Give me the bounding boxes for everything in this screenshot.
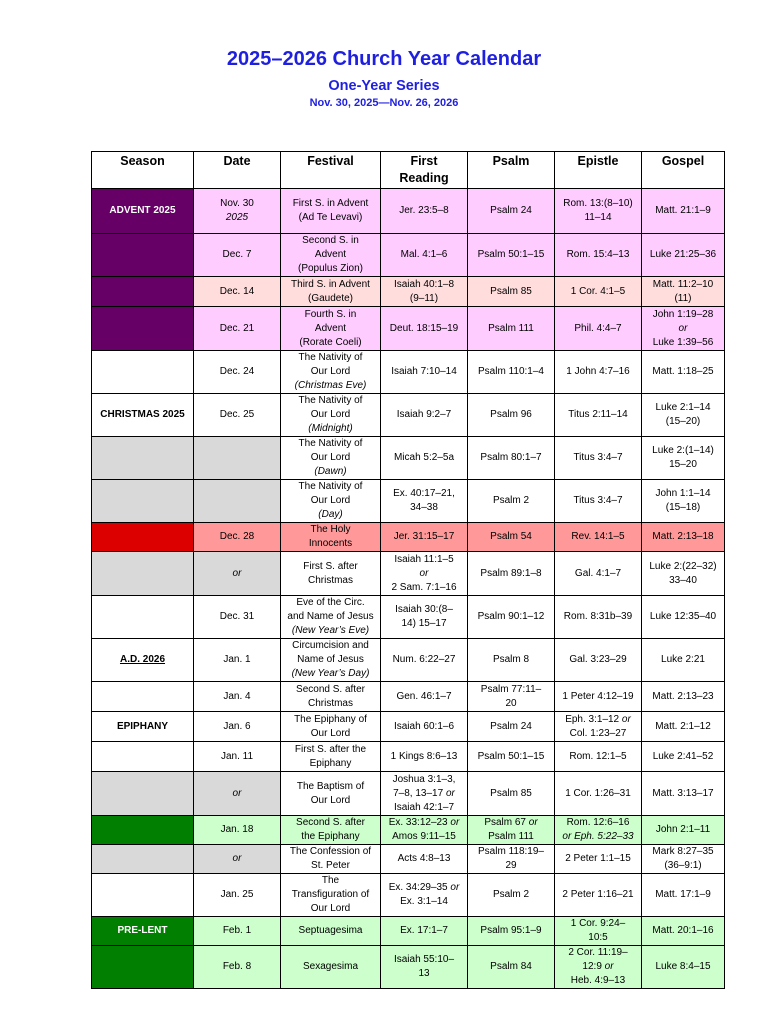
table-row [92,552,725,596]
table-row [92,682,725,712]
gospel-cell: Matt. 20:1–16 [642,917,725,946]
gospel-cell: Luke 2:1–14 (15–20) [642,394,725,437]
first-reading-cell: 1 Kings 8:6–13 [381,742,468,772]
table-row [92,712,725,742]
table-row [92,917,725,946]
first-reading-cell: Isaiah 30:(8– 14) 15–17 [381,596,468,639]
season-cell [92,682,194,712]
first-reading-cell: Isaiah 40:1–8 (9–11) [381,277,468,307]
season-cell: CHRISTMAS 2025 [92,394,194,437]
psalm-cell: Psalm 89:1–8 [468,552,555,596]
gospel-cell: Matt. 2:1–12 [642,712,725,742]
season-cell [92,946,194,989]
season-cell [92,480,194,523]
table-row [92,596,725,639]
table-row [92,480,725,523]
psalm-cell: Psalm 2 [468,874,555,917]
festival-cell: Fourth S. in Advent (Rorate Coeli) [281,307,381,351]
epistle-cell: 2 Peter 1:1–15 [555,845,642,874]
first-reading-cell: Isaiah 55:10– 13 [381,946,468,989]
date-cell: Dec. 7 [194,234,281,277]
psalm-cell: Psalm 95:1–9 [468,917,555,946]
festival-cell: Second S. after Christmas [281,682,381,712]
psalm-cell: Psalm 111 [468,307,555,351]
gospel-cell: John 1:19–28 or Luke 1:39–56 [642,307,725,351]
festival-cell: Eve of the Circ. and Name of Jesus (New Year’s Eve) [281,596,381,639]
gospel-cell: Luke 2:(22–32) 33–40 [642,552,725,596]
epistle-cell: Titus 3:4–7 [555,480,642,523]
epistle-cell: Phil. 4:4–7 [555,307,642,351]
gospel-cell: Luke 8:4–15 [642,946,725,989]
first-reading-cell: Mal. 4:1–6 [381,234,468,277]
festival-cell: The Transfiguration of Our Lord [281,874,381,917]
date-cell: Dec. 28 [194,523,281,552]
festival-cell: The Nativity of Our Lord (Christmas Eve) [281,351,381,394]
first-reading-cell: Micah 5:2–5a [381,437,468,480]
psalm-cell: Psalm 90:1–12 [468,596,555,639]
table-row [92,742,725,772]
table-row [92,639,725,682]
first-reading-cell: Gen. 46:1–7 [381,682,468,712]
date-cell: Dec. 21 [194,307,281,351]
psalm-cell: Psalm 2 [468,480,555,523]
date-cell [194,480,281,523]
festival-cell: The Nativity of Our Lord (Dawn) [281,437,381,480]
psalm-cell: Psalm 50:1–15 [468,742,555,772]
page-subtitle: One-Year Series [328,78,440,94]
page-title: 2025–2026 Church Year Calendar [226,48,542,70]
season-cell: EPIPHANY [92,712,194,742]
season-cell [92,742,194,772]
season-cell [92,523,194,552]
date-cell: or [194,552,281,596]
table-row [92,307,725,351]
epistle-cell: Rom. 15:4–13 [555,234,642,277]
psalm-cell: Psalm 84 [468,946,555,989]
season-cell: ADVENT 2025 [92,189,194,234]
table-row [92,234,725,277]
column-header-first-reading: First Reading [381,152,468,189]
gospel-cell: Luke 2:21 [642,639,725,682]
date-cell: Jan. 4 [194,682,281,712]
table-row [92,277,725,307]
season-cell [92,552,194,596]
gospel-cell: Luke 2:41–52 [642,742,725,772]
gospel-cell: Matt. 17:1–9 [642,874,725,917]
epistle-cell: Rom. 12:1–5 [555,742,642,772]
table-row [92,816,725,845]
table-row [92,351,725,394]
date-cell [194,437,281,480]
epistle-cell: 1 Cor. 9:24– 10:5 [555,917,642,946]
gospel-cell: Luke 21:25–36 [642,234,725,277]
date-cell: Dec. 14 [194,277,281,307]
gospel-cell: Matt. 3:13–17 [642,772,725,816]
date-cell: or [194,845,281,874]
date-cell: Jan. 1 [194,639,281,682]
column-header-date: Date [194,152,281,189]
church-year-table [91,151,725,989]
psalm-cell: Psalm 85 [468,772,555,816]
date-cell: Dec. 25 [194,394,281,437]
gospel-cell: John 1:1–14 (15–18) [642,480,725,523]
first-reading-cell: Ex. 40:17–21, 34–38 [381,480,468,523]
psalm-cell: Psalm 80:1–7 [468,437,555,480]
epistle-cell: Titus 3:4–7 [555,437,642,480]
gospel-cell: Matt. 11:2–10 (11) [642,277,725,307]
date-cell: Feb. 8 [194,946,281,989]
first-reading-cell: Jer. 23:5–8 [381,189,468,234]
date-cell: Jan. 25 [194,874,281,917]
festival-cell: Septuagesima [281,917,381,946]
gospel-cell: Mark 8:27–35 (36–9:1) [642,845,725,874]
table-row [92,946,725,989]
festival-cell: Circumcision and Name of Jesus (New Year’s Day) [281,639,381,682]
epistle-cell: Titus 2:11–14 [555,394,642,437]
festival-cell: First S. in Advent (Ad Te Levavi) [281,189,381,234]
festival-cell: Second S. after the Epiphany [281,816,381,845]
first-reading-cell: Num. 6:22–27 [381,639,468,682]
season-cell [92,234,194,277]
first-reading-cell: Acts 4:8–13 [381,845,468,874]
first-reading-cell: Ex. 17:1–7 [381,917,468,946]
epistle-cell: 1 John 4:7–16 [555,351,642,394]
psalm-cell: Psalm 24 [468,712,555,742]
festival-cell: The Confession of St. Peter [281,845,381,874]
date-cell: Dec. 24 [194,351,281,394]
psalm-cell: Psalm 50:1–15 [468,234,555,277]
date-cell: Dec. 31 [194,596,281,639]
first-reading-cell: Jer. 31:15–17 [381,523,468,552]
first-reading-cell: Ex. 33:12–23 or Amos 9:11–15 [381,816,468,845]
date-cell: Jan. 11 [194,742,281,772]
table-row [92,772,725,816]
festival-cell: The Epiphany of Our Lord [281,712,381,742]
psalm-cell: Psalm 85 [468,277,555,307]
date-cell: Jan. 6 [194,712,281,742]
season-cell [92,596,194,639]
festival-cell: Sexagesima [281,946,381,989]
column-header-gospel: Gospel [642,152,725,189]
festival-cell: First S. after Christmas [281,552,381,596]
epistle-cell: Rev. 14:1–5 [555,523,642,552]
festival-cell: First S. after the Epiphany [281,742,381,772]
season-cell [92,816,194,845]
first-reading-cell: Isaiah 9:2–7 [381,394,468,437]
table-row [92,523,725,552]
table-header-row [92,152,725,189]
first-reading-cell: Isaiah 11:1–5 or 2 Sam. 7:1–16 [381,552,468,596]
table-row [92,189,725,234]
season-cell [92,277,194,307]
column-header-festival: Festival [281,152,381,189]
season-cell [92,437,194,480]
epistle-cell: Rom. 12:6–16 or Eph. 5:22–33 [555,816,642,845]
epistle-cell: 1 Cor. 4:1–5 [555,277,642,307]
epistle-cell: Rom. 13:(8–10) 11–14 [555,189,642,234]
column-header-epistle: Epistle [555,152,642,189]
date-cell: Jan. 18 [194,816,281,845]
table-row [92,845,725,874]
psalm-cell: Psalm 67 or Psalm 111 [468,816,555,845]
epistle-cell: Rom. 8:31b–39 [555,596,642,639]
table-row [92,437,725,480]
first-reading-cell: Isaiah 60:1–6 [381,712,468,742]
date-cell: Nov. 30 2025 [194,189,281,234]
festival-cell: The Baptism of Our Lord [281,772,381,816]
epistle-cell: Gal. 4:1–7 [555,552,642,596]
epistle-cell: Eph. 3:1–12 or Col. 1:23–27 [555,712,642,742]
festival-cell: The Nativity of Our Lord (Day) [281,480,381,523]
column-header-season: Season [92,152,194,189]
season-cell [92,351,194,394]
date-range: Nov. 30, 2025—Nov. 26, 2026 [309,97,459,109]
epistle-cell: 2 Peter 1:16–21 [555,874,642,917]
date-cell: or [194,772,281,816]
festival-cell: Third S. in Advent (Gaudete) [281,277,381,307]
festival-cell: The Holy Innocents [281,523,381,552]
gospel-cell: John 2:1–11 [642,816,725,845]
season-cell: PRE-LENT [92,917,194,946]
psalm-cell: Psalm 54 [468,523,555,552]
gospel-cell: Matt. 1:18–25 [642,351,725,394]
season-cell [92,307,194,351]
gospel-cell: Luke 12:35–40 [642,596,725,639]
epistle-cell: 1 Cor. 1:26–31 [555,772,642,816]
first-reading-cell: Isaiah 7:10–14 [381,351,468,394]
season-cell [92,772,194,816]
psalm-cell: Psalm 8 [468,639,555,682]
festival-cell: Second S. in Advent (Populus Zion) [281,234,381,277]
epistle-cell: 1 Peter 4:12–19 [555,682,642,712]
season-cell: A.D. 2026 [92,639,194,682]
first-reading-cell: Ex. 34:29–35 or Ex. 3:1–14 [381,874,468,917]
psalm-cell: Psalm 110:1–4 [468,351,555,394]
psalm-cell: Psalm 118:19– 29 [468,845,555,874]
psalm-cell: Psalm 96 [468,394,555,437]
season-cell [92,874,194,917]
table-body [92,189,725,989]
table-row [92,394,725,437]
gospel-cell: Matt. 2:13–18 [642,523,725,552]
column-header-psalm: Psalm [468,152,555,189]
psalm-cell: Psalm 24 [468,189,555,234]
season-cell [92,845,194,874]
first-reading-cell: Joshua 3:1–3, 7–8, 13–17 or Isaiah 42:1–7 [381,772,468,816]
gospel-cell: Matt. 2:13–23 [642,682,725,712]
festival-cell: The Nativity of Our Lord (Midnight) [281,394,381,437]
psalm-cell: Psalm 77:11– 20 [468,682,555,712]
epistle-cell: Gal. 3:23–29 [555,639,642,682]
first-reading-cell: Deut. 18:15–19 [381,307,468,351]
epistle-cell: 2 Cor. 11:19– 12:9 or Heb. 4:9–13 [555,946,642,989]
gospel-cell: Luke 2:(1–14) 15–20 [642,437,725,480]
gospel-cell: Matt. 21:1–9 [642,189,725,234]
table-row [92,874,725,917]
date-cell: Feb. 1 [194,917,281,946]
